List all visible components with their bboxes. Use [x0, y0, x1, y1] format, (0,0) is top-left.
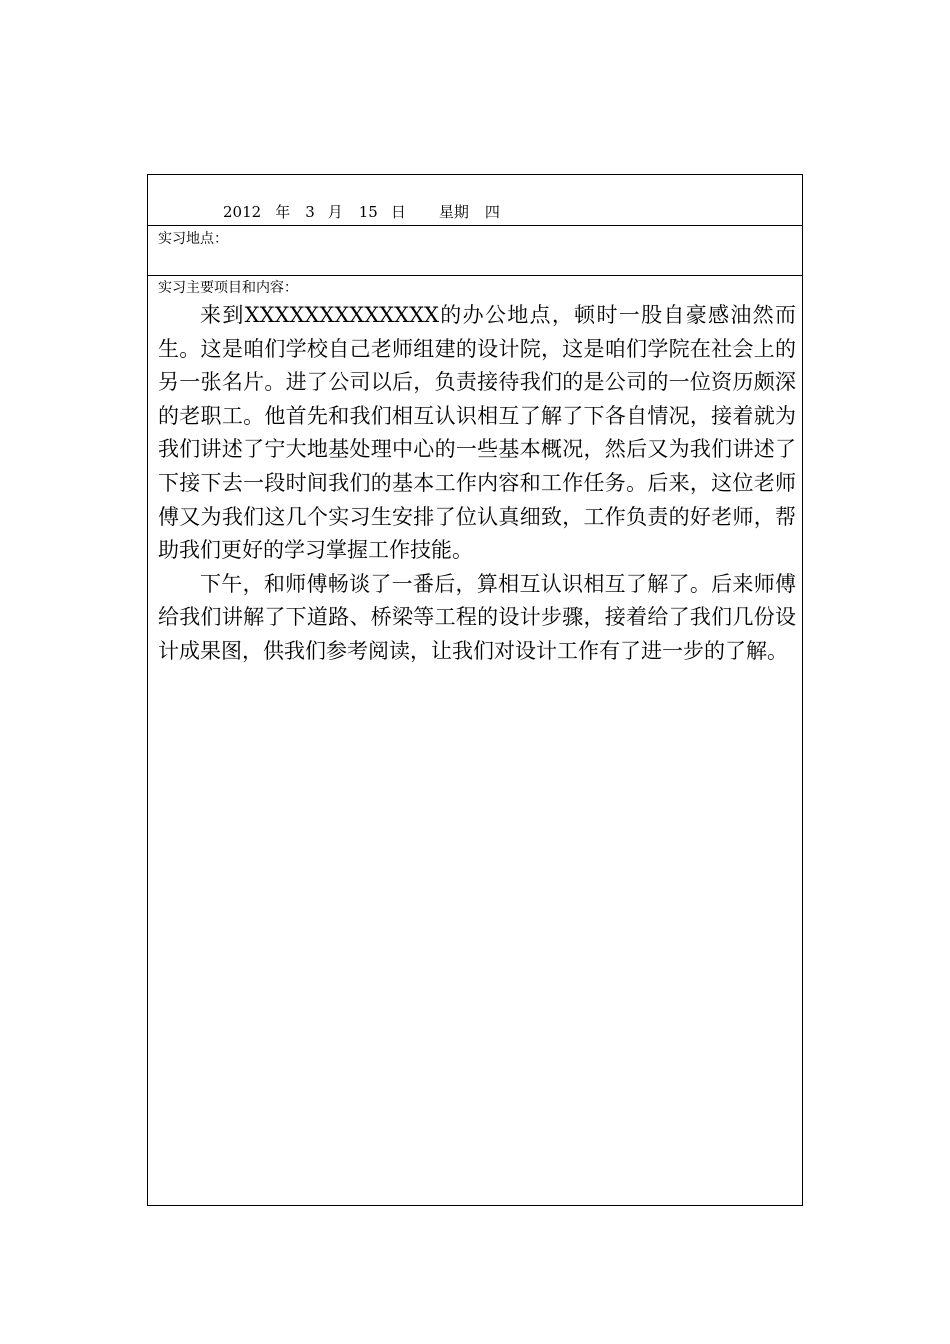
weekday-value: 四 [484, 203, 500, 221]
content-paragraph: 来到XXXXXXXXXXXXX的办公地点，顿时一股自豪感油然而生。这是咱们学校自己老师组建的设计院，这是咱们学院在社会上的另一张名片。进了公司以后，负责接待我们的是公司的一位资历颇深的老职工。他首先和我们相互认识相互了解了下各自情况，接着就为我们讲述了宁大地基处理中心的一些基本概况，然后又为我们讲述了下接下去一段时间我们的基本工作内容和工作任务。后来，这位老师傅又为我们这几个实习生安排了位认真细致，工作负责的好老师，帮助我们更好的学习掌握工作技能。 [158, 303, 796, 563]
date-row [148, 175, 802, 226]
content-label: 实习主要项目和内容： [158, 280, 298, 296]
date-month: 3 [305, 203, 315, 221]
weekday-label: 星期 [438, 203, 469, 221]
content-row [148, 276, 802, 1205]
date-month-label: 月 [327, 203, 343, 221]
date-day-label: 日 [390, 203, 406, 221]
date-line [223, 203, 500, 221]
content-paragraph: 下午，和师傅畅谈了一番后，算相互认识相互了解了。后来师傅给我们讲解了下道路、桥梁等工程的设计步骤，接着给了我们几份设计成果图，供我们参考阅读，让我们对设计工作有了进一步的了解。 [158, 571, 796, 663]
internship-log-table [147, 174, 803, 1206]
date-day: 15 [358, 203, 378, 221]
content-body [158, 299, 796, 669]
date-year-label: 年 [275, 203, 291, 221]
location-row [148, 226, 802, 276]
date-year: 2012 [223, 203, 262, 221]
location-label: 实习地点： [158, 231, 228, 247]
